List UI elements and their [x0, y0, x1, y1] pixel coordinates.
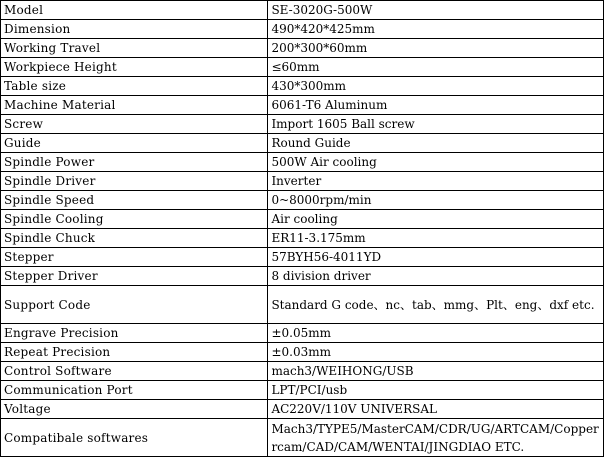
- spec-value-stepper: 57BYH56-4011YD: [268, 248, 604, 267]
- spec-value-communication-port: LPT/PCI/usb: [268, 381, 604, 400]
- spec-value-spindle-cooling: Air cooling: [268, 210, 604, 229]
- spec-value-spindle-driver: Inverter: [268, 172, 604, 191]
- spec-label-engrave-precision: Engrave Precision: [1, 324, 268, 343]
- spec-label-stepper: Stepper: [1, 248, 268, 267]
- spec-label-guide: Guide: [1, 134, 268, 153]
- table-row: [1, 58, 604, 77]
- spec-value-repeat-precision: ±0.03mm: [268, 343, 604, 362]
- spec-value-support-code: Standard G code、nc、tab、mmg、Plt、eng、dxf etc.: [268, 286, 604, 324]
- spec-label-stepper-driver: Stepper Driver: [1, 267, 268, 286]
- spec-value-dimension: 490*420*425mm: [268, 20, 604, 39]
- spec-value-model: SE-3020G-500W: [268, 1, 604, 20]
- spec-value-machine-material: 6061-T6 Aluminum: [268, 96, 604, 115]
- table-row: [1, 134, 604, 153]
- spec-value-control-software: mach3/WEIHONG/USB: [268, 362, 604, 381]
- spec-label-compatible-softwares: Compatibale softwares: [1, 419, 268, 457]
- table-row: [1, 267, 604, 286]
- spec-label-working-travel: Working Travel: [1, 39, 268, 58]
- spec-value-spindle-chuck: ER11-3.175mm: [268, 229, 604, 248]
- spec-label-communication-port: Communication Port: [1, 381, 268, 400]
- table-row: [1, 381, 604, 400]
- spec-label-control-software: Control Software: [1, 362, 268, 381]
- spec-value-working-travel: 200*300*60mm: [268, 39, 604, 58]
- spec-value-compatible-softwares: Mach3/TYPE5/MasterCAM/CDR/UG/ARTCAM/Copperrcam/CAD/CAM/WENTAI/JINGDIAO ETC.: [268, 419, 604, 457]
- table-row: [1, 324, 604, 343]
- table-row: [1, 191, 604, 210]
- table-row: [1, 153, 604, 172]
- spec-value-stepper-driver: 8 division driver: [268, 267, 604, 286]
- spec-value-voltage: AC220V/110V UNIVERSAL: [268, 400, 604, 419]
- table-row: [1, 96, 604, 115]
- table-row: [1, 343, 604, 362]
- spec-label-workpiece-height: Workpiece Height: [1, 58, 268, 77]
- spec-label-machine-material: Machine Material: [1, 96, 268, 115]
- spec-label-support-code: Support Code: [1, 286, 268, 324]
- spec-label-voltage: Voltage: [1, 400, 268, 419]
- table-row: [1, 419, 604, 457]
- spec-label-spindle-cooling: Spindle Cooling: [1, 210, 268, 229]
- spec-label-spindle-power: Spindle Power: [1, 153, 268, 172]
- table-row: [1, 115, 604, 134]
- table-row: [1, 229, 604, 248]
- spec-value-screw: Import 1605 Ball screw: [268, 115, 604, 134]
- spec-value-spindle-power: 500W Air cooling: [268, 153, 604, 172]
- table-row: [1, 210, 604, 229]
- table-row: [1, 77, 604, 96]
- spec-value-workpiece-height: ≤60mm: [268, 58, 604, 77]
- spec-label-spindle-speed: Spindle Speed: [1, 191, 268, 210]
- spec-label-table-size: Table size: [1, 77, 268, 96]
- spec-label-model: Model: [1, 1, 268, 20]
- spec-label-screw: Screw: [1, 115, 268, 134]
- spec-label-repeat-precision: Repeat Precision: [1, 343, 268, 362]
- spec-value-engrave-precision: ±0.05mm: [268, 324, 604, 343]
- spec-value-table-size: 430*300mm: [268, 77, 604, 96]
- spec-label-spindle-chuck: Spindle Chuck: [1, 229, 268, 248]
- table-row: [1, 362, 604, 381]
- spec-label-dimension: Dimension: [1, 20, 268, 39]
- spec-value-guide: Round Guide: [268, 134, 604, 153]
- table-row: [1, 400, 604, 419]
- table-row: [1, 20, 604, 39]
- table-row: [1, 39, 604, 58]
- table-row: [1, 286, 604, 324]
- table-row: [1, 1, 604, 20]
- spec-label-spindle-driver: Spindle Driver: [1, 172, 268, 191]
- spec-value-spindle-speed: 0~8000rpm/min: [268, 191, 604, 210]
- table-row: [1, 248, 604, 267]
- table-row: [1, 172, 604, 191]
